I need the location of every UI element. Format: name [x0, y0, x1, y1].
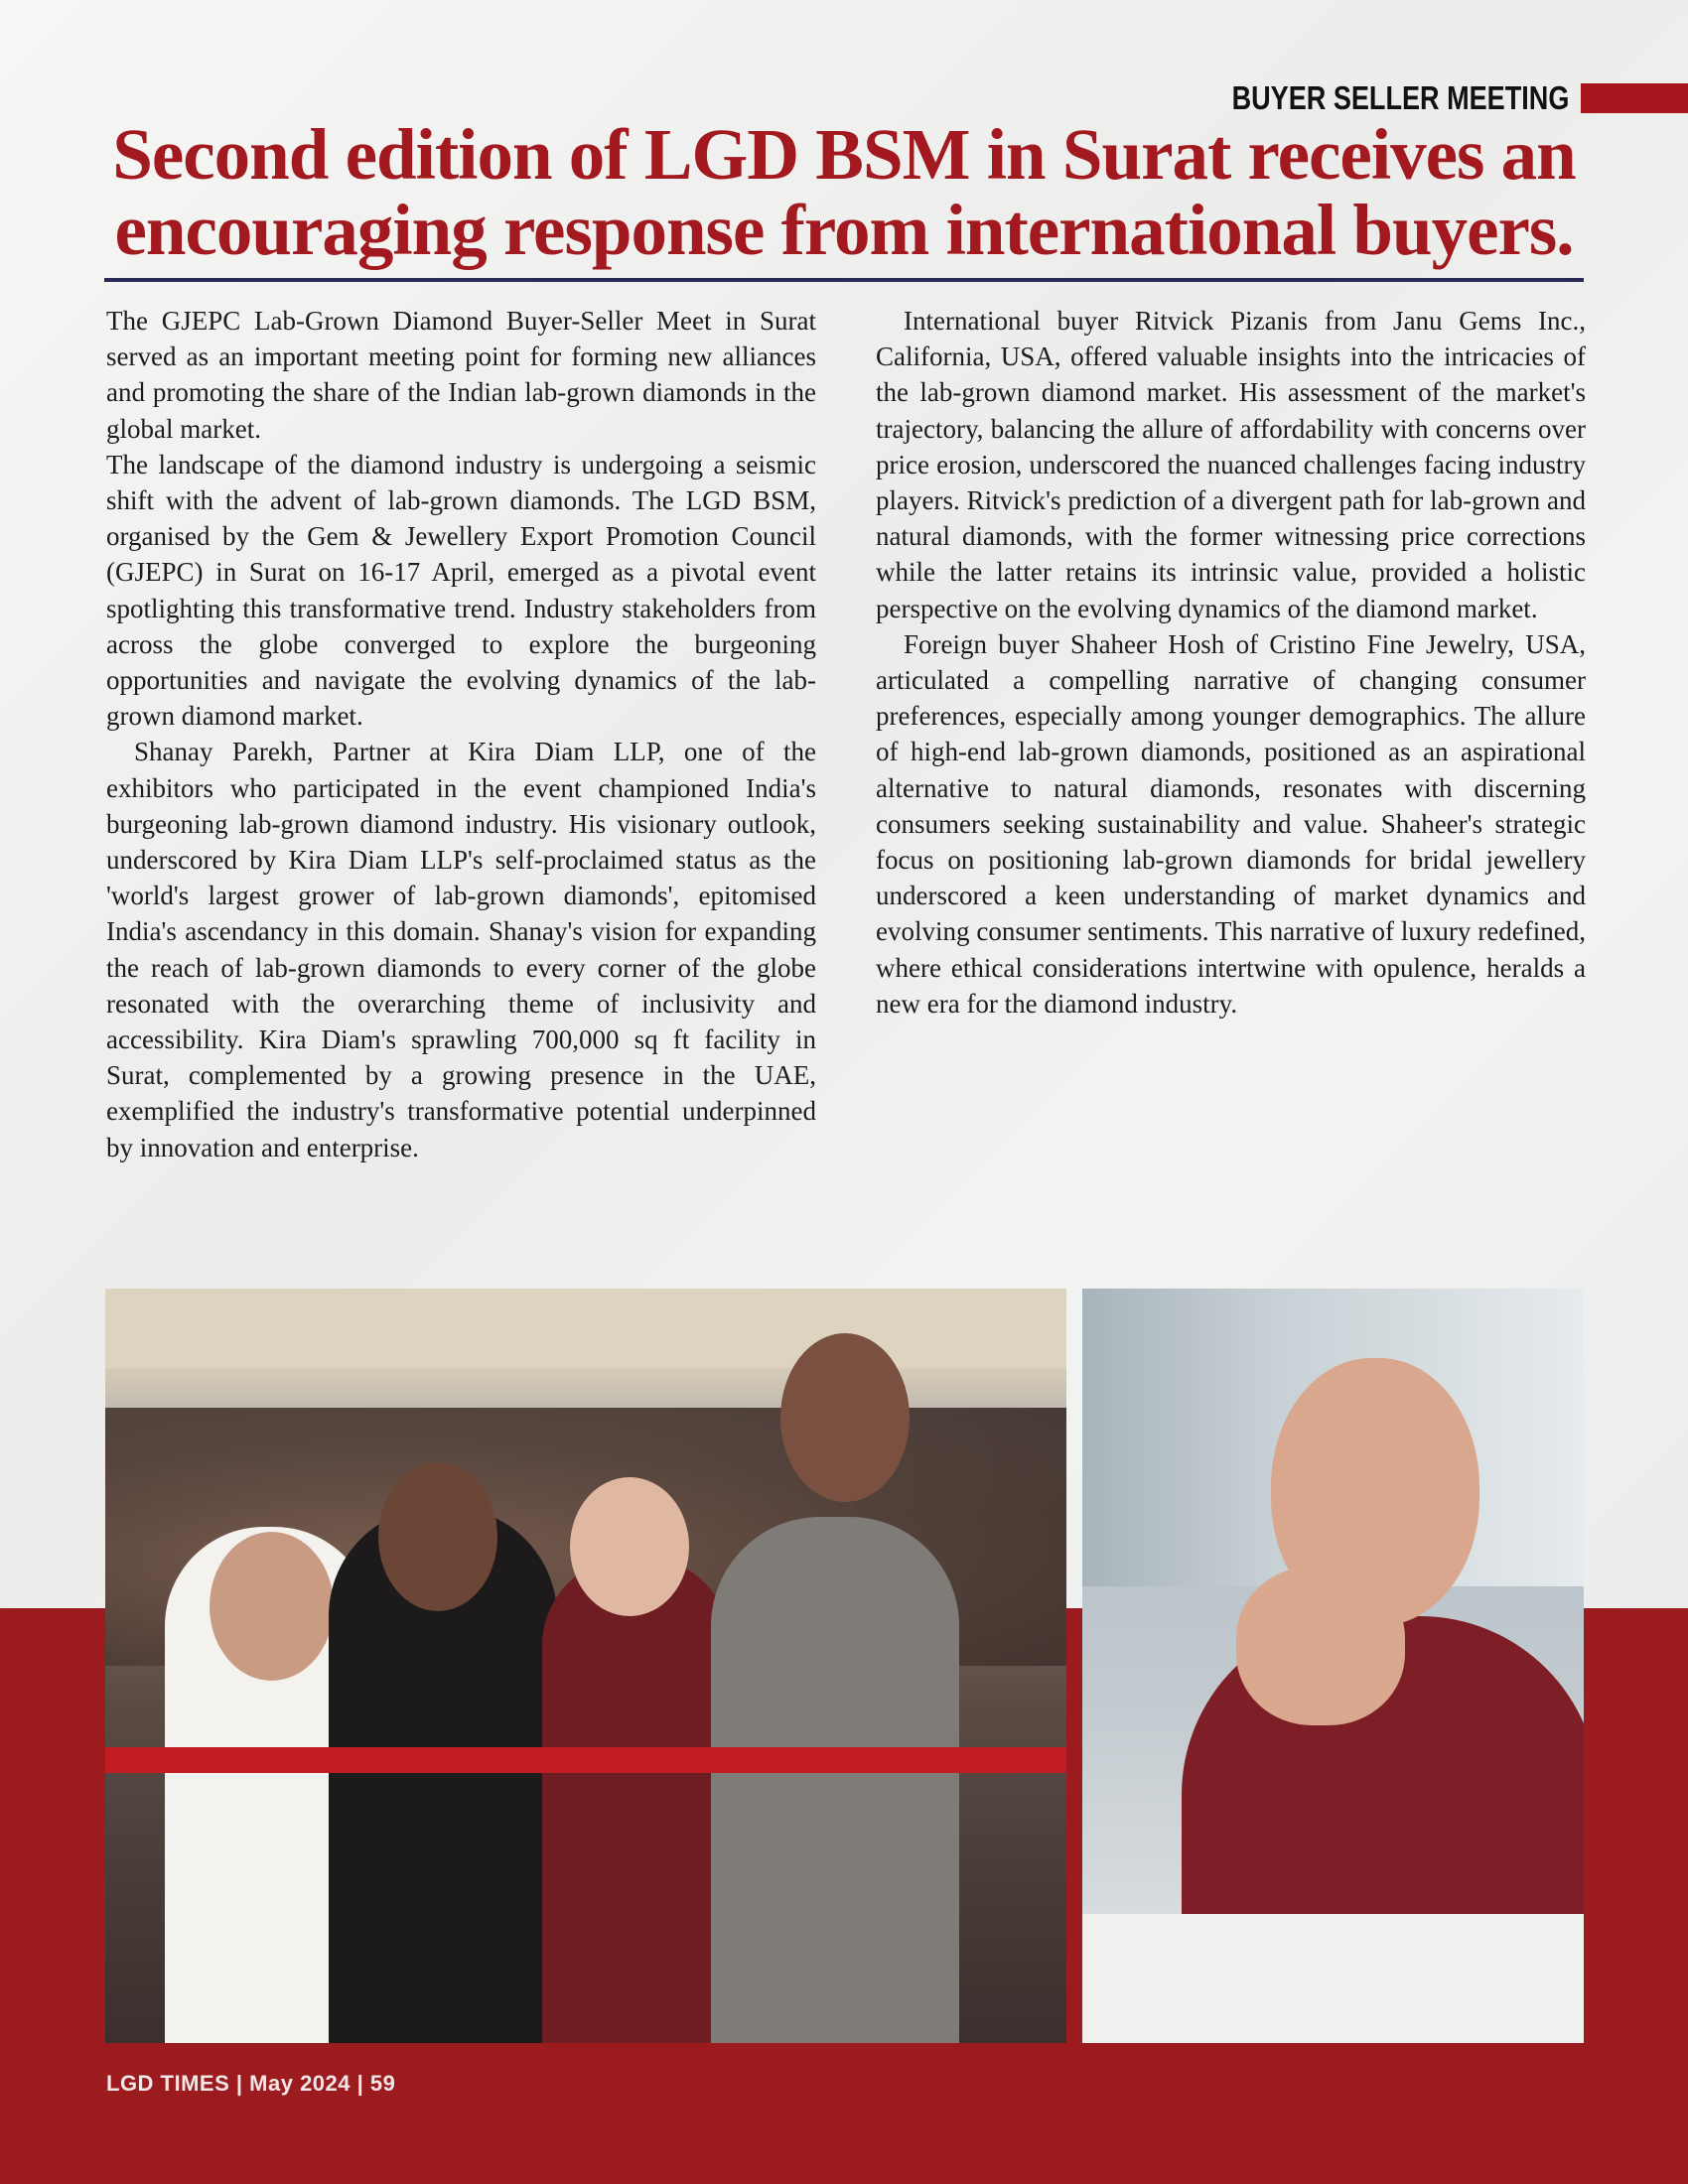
person-woman-head	[570, 1477, 689, 1616]
headline-line-2: encouraging response from international buyers.	[114, 190, 1574, 270]
table-surface	[1082, 1914, 1584, 2043]
headline-line-1: Second edition of LGD BSM in Surat receives an	[112, 114, 1576, 195]
headline-rule	[104, 278, 1584, 282]
article-column-right	[876, 303, 1586, 1022]
paragraph: Shanay Parekh, Partner at Kira Diam LLP, one of the exhibitors who participated in the event championed India's burgeoning lab-grown diamond industry. His visionary outlook, underscored by Kira Diam LLP's self-proclaimed status as the 'world's largest grower of lab-grown diamonds', epitomised India's ascendancy in this domain. Shanay's vision for expanding the reach of lab-grown diamonds to every corner of the globe resonated with the overarching theme of inclusivity and accessibility. Kira Diam's sprawling 700,000 sq ft facility in Surat, complemented by a growing presence in the UAE, exemplified the industry's transformative potential underpinned by innovation and enterprise.	[106, 737, 816, 1162]
ceiling	[105, 1289, 1066, 1368]
person-woman	[542, 1557, 731, 2043]
man-hands	[1236, 1567, 1405, 1725]
buyer-inspecting-photo	[1082, 1289, 1584, 2043]
ribbon-cutting-photo	[105, 1289, 1066, 2043]
person-left-head	[210, 1532, 334, 1681]
section-label: BUYER SELLER MEETING	[1231, 79, 1569, 116]
paragraph: The landscape of the diamond industry is undergoing a seismic shift with the advent of lab-grown diamonds. The LGD BSM, organised by the Gem & Jewellery Export Promotion Council (GJEPC) in Surat on 16-17 April, emerged as a pivotal event spotlighting this transformative trend. Industry stakeholders from across the globe converged to explore the burgeoning opportunities and navigate the evolving dynamics of the lab-grown diamond market.	[106, 449, 816, 732]
red-ribbon	[105, 1747, 1066, 1773]
paragraph: The GJEPC Lab-Grown Diamond Buyer-Seller Meet in Surat served as an important meeting point for forming new alliances and promoting the share of the Indian lab-grown diamonds in the global market.	[106, 306, 816, 444]
person-center-left-head	[378, 1462, 497, 1611]
person-right-head	[780, 1333, 910, 1502]
article-column-left	[106, 303, 816, 1165]
section-accent-bar	[1581, 83, 1688, 113]
paragraph: Foreign buyer Shaheer Hosh of Cristino Fine Jewelry, USA, articulated a compelling narrative of changing consumer preferences, especially among younger demographics. The allure of high-end lab-grown diamonds, positioned as an aspirational alternative to natural diamonds, resonates with discerning consumers seeking sustainability and value. Shaheer's strategic focus on positioning lab-grown diamonds for bridal jewellery underscored a keen understanding of market dynamics and evolving consumer sentiments. This narrative of luxury redefined, where ethical considerations intertwine with opulence, heralds a new era for the diamond industry.	[876, 628, 1586, 1019]
person-right	[711, 1517, 959, 2043]
footer-credit: LGD TIMES | May 2024 | 59	[106, 2071, 396, 2096]
headline	[99, 114, 1589, 270]
paragraph: International buyer Ritvick Pizanis from Janu Gems Inc., California, USA, offered valuable insights into the intricacies of the lab-grown diamond market. His assessment of the market's trajectory, balancing the allure of affordability with concerns over price erosion, underscored the nuanced challenges facing industry players. Ritvick's prediction of a divergent path for lab-grown and natural diamonds, with the former witnessing price corrections while the latter retains its intrinsic value, provided a holistic perspective on the evolving dynamics of the diamond market.	[876, 306, 1586, 623]
